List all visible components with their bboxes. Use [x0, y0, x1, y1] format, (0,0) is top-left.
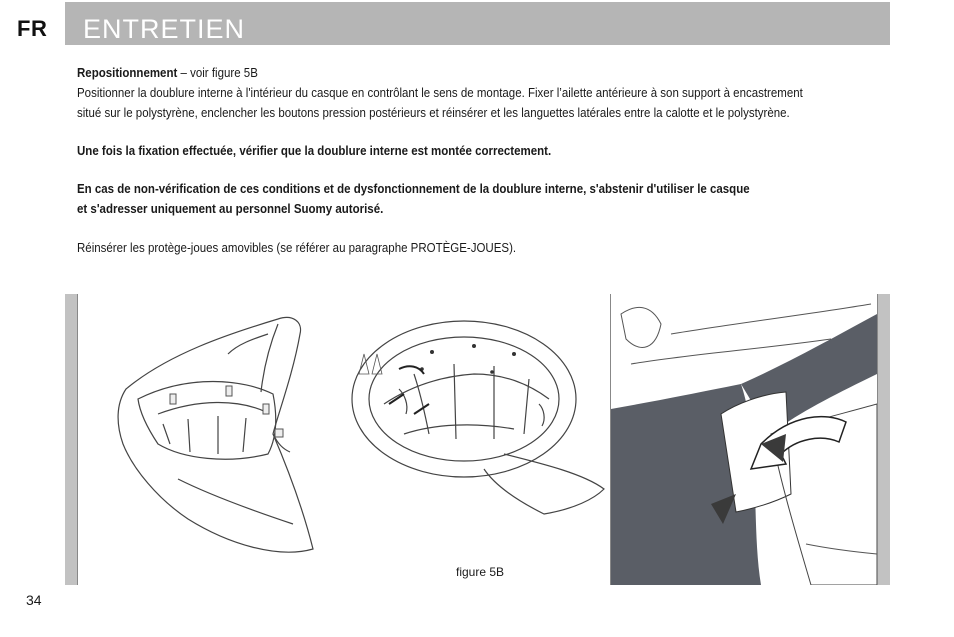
repositioning-line-2: situé sur le polystyrène, enclencher les boutons pression postérieurs et réinsérer et les languettes latérales entre la calotte et le polystyrène.: [77, 106, 790, 120]
figure-reference: – voir figure 5B: [177, 66, 258, 80]
figure-panel-tab-closeup: [611, 294, 878, 585]
section-title-bar: [65, 2, 890, 45]
repositioning-line-1: Positionner la doublure interne à l'intérieur du casque en contrôlant le sens de montage. Fixer l’ailette antérieure à son support à encastrement: [77, 86, 803, 100]
figure-panel-helmet-interior: [344, 294, 611, 585]
figure-caption: figure 5B: [456, 565, 505, 579]
helmet-interior-illustration: [344, 294, 610, 585]
figure-panel-helmet-side: [77, 294, 345, 585]
verification-note: Une fois la fixation effectuée, vérifier que la doublure interne est montée correctement.: [77, 144, 552, 158]
repositioning-label: Repositionnement: [77, 66, 178, 80]
tab-closeup-illustration: [611, 294, 877, 585]
section-title: ENTRETIEN: [83, 14, 246, 44]
page-number: 34: [26, 592, 42, 608]
warning-line-1: En cas de non-vérification de ces conditions et de dysfonctionnement de la doublure interne, s'abstenir d'utiliser le casque: [77, 182, 750, 196]
instructions-text: [77, 63, 887, 258]
language-code: FR: [17, 16, 48, 41]
warning-line-2: et s'adresser uniquement au personnel Suomy autorisé.: [77, 202, 384, 216]
helmet-side-illustration: [78, 294, 344, 585]
cheek-pads-note: Réinsérer les protège-joues amovibles (se référer au paragraphe PROTÈGE-JOUES).: [77, 241, 517, 255]
repositioning-paragraph: [77, 63, 887, 83]
